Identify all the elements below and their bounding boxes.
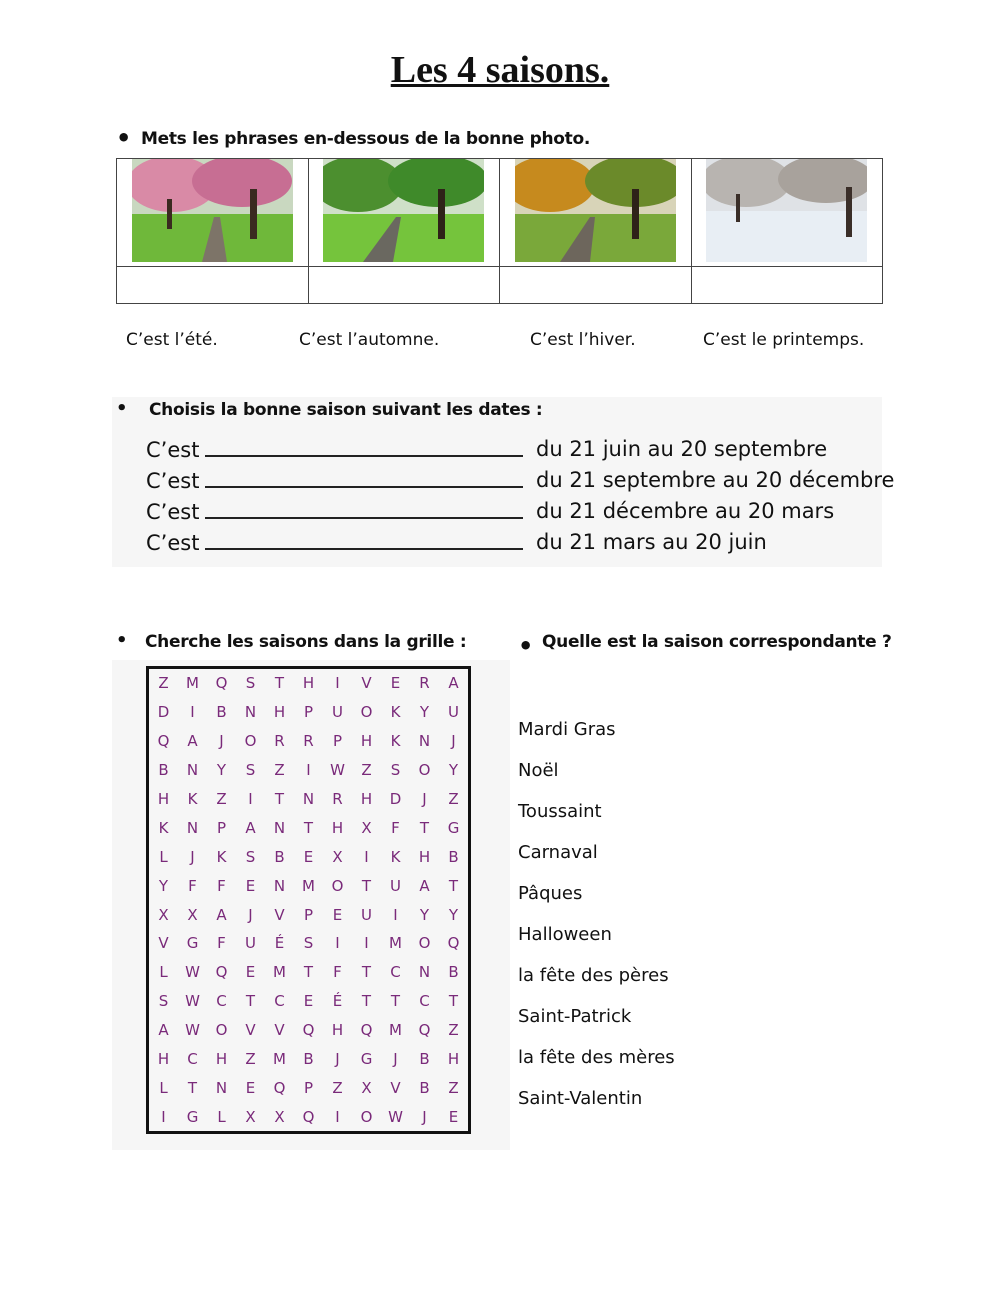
photo-cell-winter [691,159,883,267]
sentence-hiver[interactable]: C’est l’hiver. [530,330,636,350]
bullet: • [116,630,128,651]
grid-letter[interactable]: J [393,1050,398,1069]
grid-letter[interactable]: E [245,1078,256,1097]
grid-row [148,1102,470,1132]
grid-row [148,987,470,1016]
date-line-1 [146,437,523,462]
grid-letter[interactable]: O [360,1107,373,1126]
grid-letter[interactable]: O [244,732,257,751]
grid-letter[interactable]: J [190,847,195,866]
fete-item: la fête des pères [518,965,669,986]
fete-item: Pâques [518,883,583,904]
answer-cell-1[interactable] [117,267,309,304]
grid-letter[interactable]: C [187,1050,198,1069]
grid-letter[interactable]: S [303,934,314,953]
answer-cell-4[interactable] [691,267,883,304]
grid-letter[interactable]: P [303,703,314,722]
grid-letter[interactable]: V [158,934,169,953]
grid-letter[interactable]: V [274,1021,285,1040]
grid-letter[interactable]: T [303,818,314,837]
fete-item: Carnaval [518,842,598,863]
grid-letter[interactable]: H [302,674,315,693]
fete-item: Saint-Patrick [518,1006,632,1027]
grid-letter[interactable]: Q [157,732,170,751]
grid-letter[interactable]: G [447,818,460,837]
grid-row [148,727,470,756]
grid-letter[interactable]: T [448,992,459,1011]
grid-letter[interactable]: L [217,1107,226,1126]
grid-letter[interactable]: V [245,1021,256,1040]
grid-letter[interactable]: S [245,847,256,866]
grid-letter[interactable]: I [335,674,340,693]
grid-letter[interactable]: T [361,992,372,1011]
date-line-3 [146,499,523,524]
instruction-grid: Cherche les saisons dans la grille : [145,632,467,652]
answer-blank-4[interactable] [205,530,523,550]
grid-letter[interactable]: H [331,1021,344,1040]
grid-letter[interactable]: Z [448,790,459,808]
grid-letter[interactable]: I [335,1107,340,1126]
grid-letter[interactable]: T [274,674,285,693]
grid-letter[interactable]: W [185,1021,200,1040]
grid-row [148,1016,470,1045]
instruction-fetes: Quelle est la saison correspondante ? [542,632,892,652]
grid-letter[interactable]: T [187,1078,198,1097]
grid-letter[interactable]: M [273,1050,286,1069]
grid-letter[interactable]: N [418,732,431,751]
grid-letter[interactable]: É [274,934,285,953]
grid-letter[interactable]: H [215,1050,228,1069]
grid-letter[interactable]: H [360,732,373,751]
grid-letter[interactable]: N [244,703,257,722]
grid-letter[interactable]: Z [361,761,372,780]
grid-letter[interactable]: N [186,761,199,780]
date-range-1: du 21 juin au 20 septembre [536,437,828,461]
answer-blank-2[interactable] [205,468,523,488]
grid-letter[interactable]: A [448,674,459,693]
photo-cell-summer [308,159,500,267]
grid-letter[interactable]: Q [447,934,460,953]
grid-letter[interactable]: R [303,732,314,751]
grid-letter[interactable]: Y [216,761,227,780]
grid-letter[interactable]: B [419,1050,430,1069]
grid-letter[interactable]: J [422,1107,427,1126]
grid-letter[interactable]: L [159,1078,168,1097]
grid-letter[interactable]: S [390,761,401,780]
grid-letter[interactable]: S [245,674,256,693]
grid-letter[interactable]: H [157,1050,170,1069]
grid-letter[interactable]: G [360,1050,373,1069]
grid-row [148,929,470,958]
grid-letter[interactable]: J [248,905,253,924]
grid-letter[interactable]: Q [215,963,228,982]
grid-letter[interactable]: T [303,963,314,982]
grid-letter[interactable]: K [390,703,401,722]
grid-letter[interactable]: É [332,992,343,1011]
grid-letter[interactable]: N [215,1078,228,1097]
grid-letter[interactable]: Q [418,1021,431,1040]
sentence-automne[interactable]: C’est l’automne. [299,330,440,350]
grid-letter[interactable]: T [419,818,430,837]
grid-letter[interactable]: T [390,992,401,1011]
grid-letter[interactable]: Q [273,1078,286,1097]
winter-tree-path-photo [706,159,867,262]
grid-row [148,813,470,842]
grid-letter[interactable]: O [418,761,431,780]
grid-letter[interactable]: Y [448,905,459,924]
grid-letter[interactable]: E [448,1107,459,1126]
grid-letter[interactable]: S [158,992,169,1011]
grid-letter[interactable]: X [274,1107,285,1126]
grid-letter[interactable]: S [245,761,256,780]
grid-letter[interactable]: F [333,963,342,982]
grid-letter[interactable]: Z [274,761,285,780]
grid-row [148,842,470,871]
grid-letter[interactable]: I [364,934,369,953]
grid-letter[interactable]: X [158,905,169,924]
grid-letter[interactable]: A [245,818,256,837]
grid-letter[interactable]: C [390,963,401,982]
grid-letter[interactable]: U [245,934,256,953]
date-line-4 [146,530,523,555]
grid-letter[interactable]: B [158,761,169,780]
grid-letter[interactable]: Z [448,1078,459,1097]
grid-letter[interactable]: T [274,790,285,808]
grid-letter[interactable]: I [393,905,398,924]
grid-letter[interactable]: W [185,992,200,1011]
grid-letter[interactable]: Z [448,1021,459,1040]
grid-letter[interactable]: J [335,1050,340,1069]
grid-letter[interactable]: P [303,905,314,924]
grid-letter[interactable]: B [419,1078,430,1097]
instruction-dates: Choisis la bonne saison suivant les dates : [149,400,543,420]
answer-cell-2[interactable] [308,267,500,304]
grid-letter[interactable]: E [245,963,256,982]
grid-letter[interactable]: W [330,761,345,780]
grid-letter[interactable]: I [248,790,253,808]
grid-letter[interactable]: P [216,818,227,837]
grid-letter[interactable]: C [216,992,227,1011]
grid-letter[interactable]: U [361,905,372,924]
word-search-grid [146,666,471,1134]
grid-letter[interactable]: R [332,790,343,808]
grid-letter[interactable]: F [188,876,197,895]
grid-letter[interactable]: Y [158,876,169,895]
grid-letter[interactable]: T [361,876,372,895]
fete-item: Toussaint [518,801,602,822]
grid-letter[interactable]: H [331,818,344,837]
sentence-ete[interactable]: C’est l’été. [126,330,218,350]
grid-letter[interactable]: O [360,703,373,722]
grid-letter[interactable]: C [419,992,430,1011]
photo-table [116,158,883,304]
grid-letter[interactable]: K [216,847,227,866]
grid-letter[interactable]: N [186,818,199,837]
grid-letter[interactable]: L [159,963,168,982]
grid-letter[interactable]: F [217,876,226,895]
autumn-tree-path-photo [515,159,676,262]
grid-letter[interactable]: E [332,905,343,924]
grid-letter[interactable]: X [332,847,343,866]
fete-item: Halloween [518,924,612,945]
grid-letter[interactable]: K [158,818,169,837]
grid-letter[interactable]: B [448,847,459,866]
fete-item: Mardi Gras [518,719,616,740]
grid-letter[interactable]: C [274,992,285,1011]
page-title: Les 4 saisons. [390,49,610,91]
grid-letter[interactable]: Z [245,1050,256,1069]
grid-letter[interactable]: R [274,732,285,751]
grid-letter[interactable]: T [448,876,459,895]
grid-letter[interactable]: F [391,818,400,837]
grid-letter[interactable]: M [302,876,315,895]
grid-letter[interactable]: R [419,674,430,693]
grid-letter[interactable]: H [447,1050,460,1069]
grid-letter[interactable]: K [187,790,198,808]
grid-row [148,900,470,929]
grid-letter[interactable]: D [389,790,402,808]
photo-cell-autumn [500,159,692,267]
date-range-2: du 21 septembre au 20 décembre [536,468,895,492]
grid-letter[interactable]: Q [360,1021,373,1040]
answer-cell-3[interactable] [500,267,692,304]
grid-letter[interactable]: Z [332,1078,343,1097]
grid-letter[interactable]: M [273,963,286,982]
grid-letter[interactable]: Y [448,761,459,780]
grid-letter[interactable]: W [185,963,200,982]
instruction-photos: Mets les phrases en-dessous de la bonne photo. [141,129,591,149]
grid-letter[interactable]: P [303,1078,314,1097]
grid-letter[interactable]: Y [419,703,430,722]
grid-row [148,1045,470,1074]
grid-letter[interactable]: A [187,732,198,751]
bullet: • [518,632,534,660]
grid-letter[interactable]: N [302,790,315,808]
grid-letter[interactable]: B [448,963,459,982]
grid-letter[interactable]: T [361,963,372,982]
grid-letter[interactable]: B [216,703,227,722]
grid-letter[interactable]: G [186,1107,199,1126]
grid-row [148,785,470,814]
grid-letter[interactable]: O [215,1021,228,1040]
cest-label: C’est [146,438,200,462]
grid-letter[interactable]: J [422,790,427,808]
grid-letter[interactable]: H [418,847,431,866]
bullet: • [116,398,128,419]
grid-row [148,958,470,987]
grid-row [148,1073,470,1102]
date-range-3: du 21 décembre au 20 mars [536,499,835,523]
grid-letter[interactable]: X [187,905,198,924]
fete-item: Noël [518,760,559,781]
summer-tree-path-photo [323,159,484,262]
grid-letter[interactable]: H [273,703,286,722]
grid-letter[interactable]: I [190,703,195,722]
grid-letter[interactable]: A [216,905,227,924]
grid-letter[interactable]: L [159,847,168,866]
grid-letter[interactable]: Q [215,674,228,693]
answer-blank-1[interactable] [205,437,523,457]
grid-letter[interactable]: A [419,876,430,895]
fete-item: la fête des mères [518,1047,675,1068]
grid-row [148,698,470,727]
grid-letter[interactable]: K [390,847,401,866]
grid-letter[interactable]: D [157,703,170,722]
grid-letter[interactable]: E [303,847,314,866]
grid-row [148,871,470,900]
cest-label: C’est [146,500,200,524]
grid-letter[interactable]: T [245,992,256,1011]
grid-letter[interactable]: U [390,876,401,895]
grid-letter[interactable]: A [158,1021,169,1040]
sentence-printemps[interactable]: C’est le printemps. [703,330,865,350]
cest-label: C’est [146,531,200,555]
grid-letter[interactable]: X [361,1078,372,1097]
grid-letter[interactable]: N [273,818,286,837]
grid-letter[interactable]: E [303,992,314,1011]
grid-letter[interactable]: N [273,876,286,895]
grid-letter[interactable]: Q [302,1021,315,1040]
grid-letter[interactable]: X [245,1107,256,1126]
grid-letter[interactable]: Q [302,1107,315,1126]
grid-letter[interactable]: E [390,674,401,693]
grid-letter[interactable]: G [186,934,199,953]
grid-letter[interactable]: P [332,732,343,751]
grid-letter[interactable]: H [157,790,170,808]
grid-letter[interactable]: X [361,818,372,837]
grid-letter[interactable]: U [448,703,459,722]
grid-letter[interactable]: I [364,847,369,866]
grid-letter[interactable]: K [390,732,401,751]
grid-row [148,756,470,785]
grid-letter[interactable]: I [335,934,340,953]
bullet: • [116,124,132,152]
grid-letter[interactable]: M [389,1021,402,1040]
grid-letter[interactable]: J [219,732,224,751]
grid-letter[interactable]: N [418,963,431,982]
grid-row [148,668,470,698]
grid-letter[interactable]: V [361,674,372,693]
grid-letter[interactable]: Y [419,905,430,924]
grid-letter[interactable]: M [186,674,199,693]
spring-tree-path-photo [132,159,293,262]
answer-blank-3[interactable] [205,499,523,519]
grid-letter[interactable]: Z [216,790,227,808]
grid-letter[interactable]: E [245,876,256,895]
grid-letter[interactable]: I [161,1107,166,1126]
grid-letter[interactable]: O [418,934,431,953]
grid-letter[interactable]: U [332,703,343,722]
grid-letter[interactable]: W [388,1107,403,1126]
grid-letter[interactable]: I [306,761,311,780]
photo-cell-spring [117,159,309,267]
grid-letter[interactable]: B [274,847,285,866]
grid-letter[interactable]: B [303,1050,314,1069]
date-line-2 [146,468,523,493]
grid-letter[interactable]: Z [158,674,169,693]
grid-letter[interactable]: O [331,876,344,895]
grid-letter[interactable]: V [390,1078,401,1097]
grid-letter[interactable]: M [389,934,402,953]
grid-letter[interactable]: H [360,790,373,808]
date-range-4: du 21 mars au 20 juin [536,530,767,554]
grid-letter[interactable]: V [274,905,285,924]
grid-letter[interactable]: F [217,934,226,953]
grid-letter[interactable]: J [451,732,456,751]
fete-item: Saint-Valentin [518,1088,643,1109]
cest-label: C’est [146,469,200,493]
